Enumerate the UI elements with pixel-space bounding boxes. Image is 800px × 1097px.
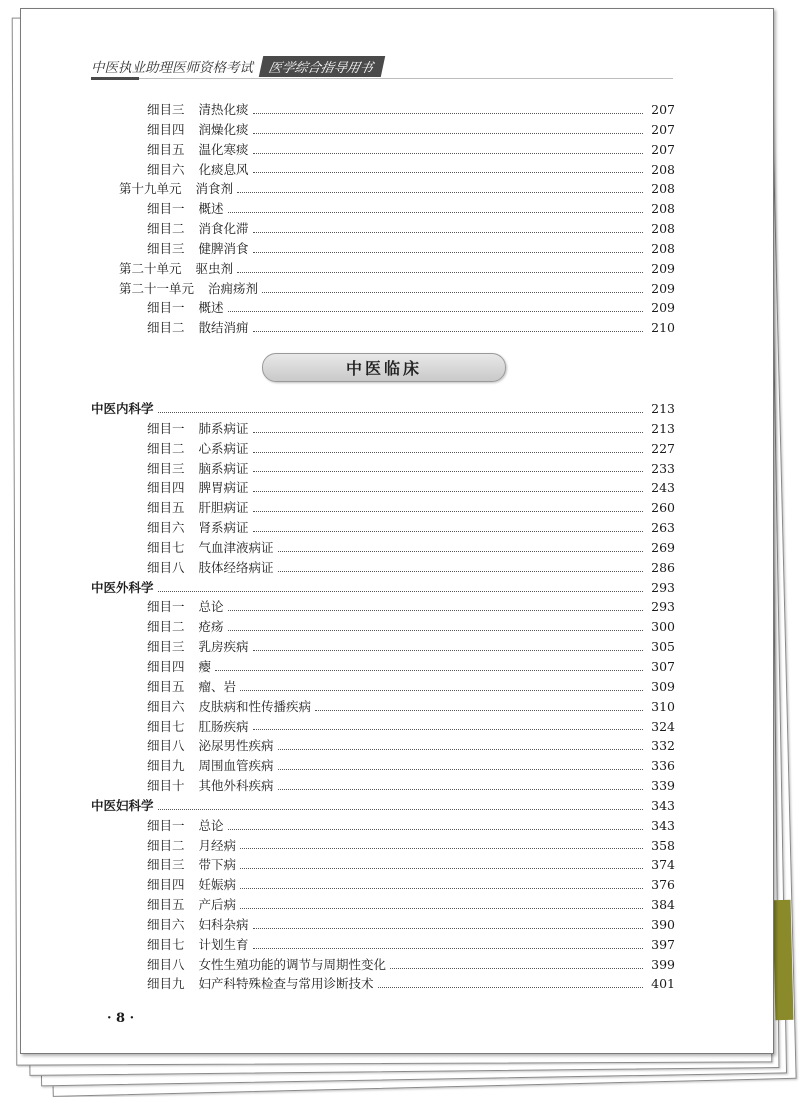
dot-leader: [278, 748, 643, 750]
toc-entry: [21, 439, 773, 459]
toc-item-label: 细目二: [147, 837, 185, 853]
toc-entry-title: 女性生殖功能的调节与周期性变化: [198, 956, 387, 972]
dot-leader: [253, 510, 643, 512]
dot-leader: [390, 967, 643, 969]
toc-entry: [21, 736, 773, 756]
toc-entry-title: 肢体经络病证: [198, 559, 274, 575]
dot-leader: [237, 191, 643, 193]
toc-entry-title: 脾胃病证: [198, 480, 249, 496]
header-badge: 医学综合指导用书: [259, 56, 385, 77]
toc-entry-title: 计划生育: [198, 936, 249, 952]
dot-leader: [278, 768, 643, 770]
toc-entry: [21, 796, 773, 816]
toc-entry-title: 妇科杂病: [198, 916, 249, 932]
toc-entry-title: 皮肤病和性传播疾病: [198, 698, 312, 714]
toc-page-number: 300: [651, 619, 675, 635]
toc-entry: [21, 120, 773, 140]
toc-entry-title: 妇产科特殊检查与常用诊断技术: [198, 976, 374, 992]
toc-item-label: 细目一: [147, 817, 185, 833]
toc-item-label: 细目四: [147, 121, 185, 137]
toc-entry: [21, 318, 773, 338]
toc-item-label: 细目一: [147, 420, 185, 436]
toc-item-label: 细目一: [147, 300, 185, 316]
toc-entry-title: 肛肠疾病: [198, 718, 249, 734]
toc-page-number: 339: [651, 778, 675, 794]
header-title: 中医执业助理医师资格考试: [91, 60, 253, 76]
toc-page-number: 213: [651, 401, 675, 416]
toc-item-label: 细目五: [147, 500, 185, 516]
toc-page-number: 209: [651, 280, 675, 296]
toc-entry-title: 其他外科疾病: [198, 778, 274, 794]
toc-item-label: 细目四: [147, 480, 185, 496]
toc-entry: [21, 199, 773, 219]
dot-leader: [253, 251, 643, 253]
toc-entry-title: 气血津液病证: [198, 539, 274, 555]
toc-page-number: 207: [651, 102, 675, 117]
toc-item-label: 细目四: [147, 658, 185, 674]
toc-section-heading: 中医外科学: [91, 579, 154, 595]
toc-entry-title: 带下病: [198, 857, 237, 873]
toc-page-number: 208: [651, 201, 675, 217]
toc-item-label: 细目二: [147, 619, 185, 635]
toc-entry-title: 肺系病证: [198, 420, 249, 436]
dot-leader: [240, 847, 643, 849]
toc-page-number: 397: [651, 936, 675, 952]
toc-item-label: 细目五: [147, 897, 185, 913]
toc-page-number: 233: [651, 460, 675, 476]
toc-unit-label: 第十九单元: [119, 181, 182, 197]
toc-page-number: 209: [651, 300, 675, 316]
toc-page-number: 310: [651, 698, 675, 714]
toc-item-label: 细目六: [147, 698, 185, 714]
section-banner: 中医临床: [262, 353, 506, 382]
dot-leader: [240, 689, 643, 691]
toc-entry: [21, 776, 773, 796]
page-edge-accent: [773, 900, 794, 1020]
toc-unit-label: 第二十单元: [119, 260, 182, 276]
dot-leader: [253, 927, 643, 929]
toc-page-number: 207: [651, 141, 675, 157]
toc-page-number: 209: [651, 260, 675, 276]
toc-item-label: 细目二: [147, 221, 185, 237]
dot-leader: [228, 828, 643, 830]
toc-page-number: 309: [651, 678, 675, 694]
toc-page-number: 336: [651, 758, 675, 774]
toc-item-label: 细目三: [147, 857, 185, 873]
toc-entry-title: 泌尿男性疾病: [198, 738, 274, 754]
dot-leader: [253, 330, 643, 332]
toc-entry-title: 脑系病证: [198, 460, 249, 476]
toc-page-number: 208: [651, 161, 675, 177]
toc-section-heading: 中医内科学: [91, 401, 154, 416]
toc-entry: [21, 419, 773, 439]
toc-entry: [21, 518, 773, 538]
toc-page-number: 324: [651, 718, 675, 734]
toc-page-number: 208: [651, 240, 675, 256]
dot-leader: [378, 986, 643, 988]
dot-leader: [240, 867, 643, 869]
toc-item-label: 细目八: [147, 956, 185, 972]
toc-item-label: 细目三: [147, 460, 185, 476]
dot-leader: [278, 550, 643, 552]
toc-page-number: 358: [651, 837, 675, 853]
toc-entry: [21, 677, 773, 697]
dot-leader: [158, 590, 643, 592]
toc-item-label: 细目二: [147, 440, 185, 456]
toc-item-label: 细目三: [147, 639, 185, 655]
toc-item-label: 细目六: [147, 916, 185, 932]
toc-entry: [21, 895, 773, 915]
toc-item-label: 细目六: [147, 161, 185, 177]
dot-leader: [262, 291, 643, 293]
toc-entry: [21, 578, 773, 598]
toc-item-label: 细目四: [147, 877, 185, 893]
toc-entry-title: 心系病证: [198, 440, 249, 456]
toc-entry: [21, 459, 773, 479]
toc-entry: [21, 179, 773, 199]
dot-leader: [240, 887, 643, 889]
toc-item-label: 细目七: [147, 936, 185, 952]
toc-entry-title: 月经病: [198, 837, 237, 853]
toc-section-heading: 中医妇科学: [91, 797, 154, 813]
dot-leader: [253, 530, 643, 532]
toc-item-label: 细目九: [147, 976, 185, 992]
toc-entry: [21, 498, 773, 518]
toc-page-number: 305: [651, 639, 675, 655]
dot-leader: [253, 112, 643, 114]
toc-entry-title: 润燥化痰: [198, 121, 249, 137]
dot-leader: [158, 411, 643, 413]
toc-entry-title: 总论: [198, 599, 224, 615]
toc-item-label: 细目三: [147, 240, 185, 256]
dot-leader: [240, 907, 643, 909]
toc-entry: [21, 974, 773, 994]
toc-entry: [21, 657, 773, 677]
toc-entry: [21, 140, 773, 160]
toc-entry: [21, 279, 773, 299]
toc-entry: [21, 219, 773, 239]
toc-item-label: 细目五: [147, 678, 185, 694]
dot-leader: [253, 947, 643, 949]
toc-page-number: 208: [651, 221, 675, 237]
toc-entry-title: 瘤、岩: [198, 678, 237, 694]
toc-entry-title: 瘿: [198, 658, 212, 674]
toc-item-label: 细目九: [147, 758, 185, 774]
toc-item-label: 细目六: [147, 520, 185, 536]
toc-entry-title: 消食剂: [195, 181, 234, 197]
toc-page-number: 332: [651, 738, 675, 754]
dot-leader: [315, 709, 643, 711]
toc-page-number: 213: [651, 420, 675, 436]
toc-page-number: 286: [651, 559, 675, 575]
toc-page-number: 343: [651, 797, 675, 813]
toc-entry-title: 温化寒痰: [198, 141, 249, 157]
toc-entry-title: 概述: [198, 201, 224, 217]
dot-leader: [237, 271, 643, 273]
toc-entry-title: 疮疡: [198, 619, 224, 635]
toc-entry-title: 妊娠病: [198, 877, 237, 893]
toc-entry-title: 产后病: [198, 897, 237, 913]
toc-item-label: 细目八: [147, 738, 185, 754]
toc-entry: [21, 875, 773, 895]
toc-entry: [21, 697, 773, 717]
toc-item-label: 细目八: [147, 559, 185, 575]
dot-leader: [228, 211, 643, 213]
toc-entry: [21, 298, 773, 318]
toc-list-top: [21, 100, 773, 338]
toc-entry: [21, 816, 773, 836]
toc-page-number: 260: [651, 500, 675, 516]
toc-entry: [21, 855, 773, 875]
dot-leader: [253, 431, 643, 433]
toc-page-number: 399: [651, 956, 675, 972]
toc-page-number: 307: [651, 658, 675, 674]
toc-entry-title: 清热化痰: [198, 102, 249, 117]
book-page: [20, 8, 774, 1054]
toc-item-label: 细目一: [147, 201, 185, 217]
toc-entry: [21, 756, 773, 776]
dot-leader: [228, 629, 643, 631]
toc-page-number: 343: [651, 817, 675, 833]
toc-page-number: 210: [651, 320, 675, 336]
dot-leader: [253, 490, 643, 492]
header-rule: [91, 78, 673, 79]
toc-item-label: 细目七: [147, 539, 185, 555]
toc-entry-title: 散结消痈: [198, 320, 249, 336]
toc-page-number: 227: [651, 440, 675, 456]
toc-entry: [21, 259, 773, 279]
toc-page-number: 384: [651, 897, 675, 913]
toc-page-number: 269: [651, 539, 675, 555]
toc-entry: [21, 558, 773, 578]
dot-leader: [158, 808, 643, 810]
toc-item-label: 细目二: [147, 320, 185, 336]
toc-entry: [21, 637, 773, 657]
dot-leader: [228, 609, 643, 611]
toc-entry: [21, 100, 773, 120]
toc-entry-title: 周围血管疾病: [198, 758, 274, 774]
dot-leader: [228, 310, 643, 312]
toc-page-number: 376: [651, 877, 675, 893]
running-header: [91, 56, 383, 76]
dot-leader: [253, 231, 643, 233]
toc-entry-title: 乳房疾病: [198, 639, 249, 655]
toc-entry: [21, 538, 773, 558]
dot-leader: [253, 171, 643, 173]
toc-page-number: 208: [651, 181, 675, 197]
toc-item-label: 细目五: [147, 141, 185, 157]
toc-entry-title: 肝胆病证: [198, 500, 249, 516]
toc-entry: [21, 239, 773, 259]
toc-entry-title: 总论: [198, 817, 224, 833]
toc-entry: [21, 717, 773, 737]
toc-entry: [21, 836, 773, 856]
toc-item-label: 细目七: [147, 718, 185, 734]
toc-page-number: 263: [651, 520, 675, 536]
toc-page-number: 374: [651, 857, 675, 873]
toc-page-number: 207: [651, 121, 675, 137]
toc-page-number: 293: [651, 599, 675, 615]
toc-item-label: 细目十: [147, 778, 185, 794]
dot-leader: [253, 470, 643, 472]
toc-page-number: 293: [651, 579, 675, 595]
dot-leader: [278, 570, 643, 572]
dot-leader: [215, 669, 643, 671]
toc-list-bottom: [21, 399, 773, 994]
toc-entry-title: 化痰息风: [198, 161, 249, 177]
toc-entry: [21, 478, 773, 498]
toc-entry-title: 概述: [198, 300, 224, 316]
toc-entry: [21, 617, 773, 637]
dot-leader: [253, 132, 643, 134]
toc-item-label: 细目三: [147, 102, 185, 117]
toc-entry-title: 治痈疡剂: [208, 280, 259, 296]
dot-leader: [253, 649, 643, 651]
dot-leader: [253, 451, 643, 453]
toc-entry: [21, 935, 773, 955]
toc-entry-title: 消食化滞: [198, 221, 249, 237]
toc-entry-title: 驱虫剂: [195, 260, 234, 276]
dot-leader: [278, 788, 643, 790]
toc-entry-title: 肾系病证: [198, 520, 249, 536]
toc-page-number: 390: [651, 916, 675, 932]
toc-item-label: 细目一: [147, 599, 185, 615]
page-number: · 8 ·: [107, 1011, 135, 1026]
toc-entry: [21, 597, 773, 617]
toc-entry: [21, 915, 773, 935]
toc-entry-title: 健脾消食: [198, 240, 249, 256]
toc-entry: [21, 160, 773, 180]
toc-entry: [21, 399, 773, 419]
dot-leader: [253, 728, 643, 730]
dot-leader: [253, 152, 643, 154]
header-rule-accent: [91, 77, 139, 80]
toc-page-number: 243: [651, 480, 675, 496]
toc-page-number: 401: [651, 976, 675, 992]
toc-entry: [21, 955, 773, 975]
toc-unit-label: 第二十一单元: [119, 280, 195, 296]
